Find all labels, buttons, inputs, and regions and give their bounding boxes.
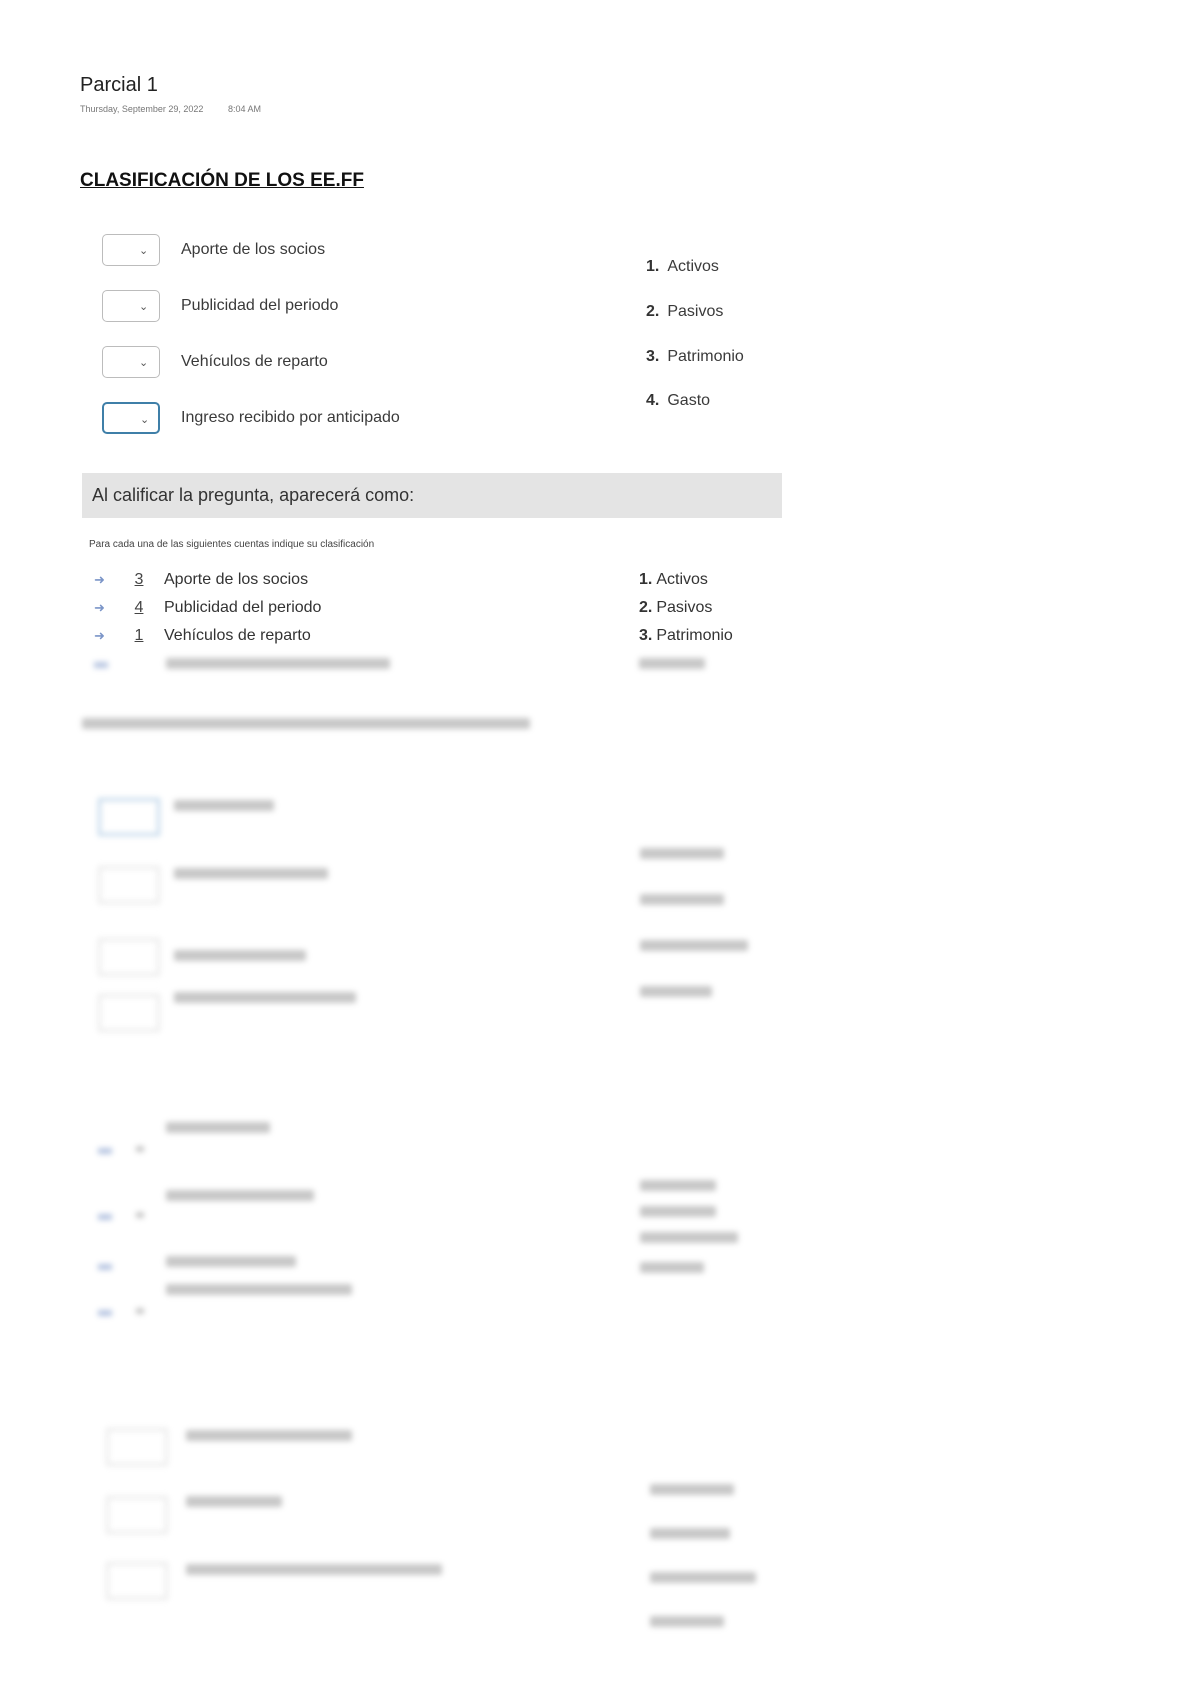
arrow-right-icon: ➜ — [94, 572, 105, 587]
option-label: Patrimonio — [667, 348, 744, 365]
option-3 — [646, 348, 744, 366]
answer-row-3 — [94, 627, 311, 645]
page-date: Thursday, September 29, 2022 — [80, 104, 204, 114]
graded-option-2 — [639, 599, 712, 617]
option-label: Activos — [656, 571, 708, 588]
answer-label: Aporte de los socios — [164, 571, 309, 588]
graded-instruction: Para cada una de las siguientes cuentas indique su clasificación — [89, 539, 375, 550]
option-label: Pasivos — [656, 599, 713, 616]
chevron-down-icon: ⌄ — [139, 357, 149, 369]
option-1 — [646, 258, 719, 276]
answer-label: Publicidad del periodo — [164, 599, 322, 616]
dropdown-2[interactable] — [102, 290, 160, 322]
answer-row-1 — [94, 571, 308, 589]
section-heading: CLASIFICACIÓN DE LOS EE.FF — [80, 170, 364, 191]
option-label: Pasivos — [667, 303, 724, 320]
option-number: 2. — [639, 599, 653, 616]
page-meta — [80, 104, 261, 114]
arrow-right-icon: ➜ — [94, 600, 105, 615]
item-label-1: Aporte de los socios — [181, 241, 326, 258]
item-label-2: Publicidad del periodo — [181, 297, 339, 314]
option-4 — [646, 392, 710, 410]
item-label-4: Ingreso recibido por anticipado — [181, 409, 400, 426]
dropdown-4[interactable] — [102, 402, 160, 434]
item-label-3: Vehículos de reparto — [181, 353, 328, 370]
grading-banner — [82, 473, 782, 518]
answer-number: 4 — [134, 599, 144, 616]
dropdown-1[interactable] — [102, 234, 160, 266]
graded-option-3 — [639, 627, 733, 645]
chevron-down-icon: ⌄ — [139, 245, 149, 257]
option-number: 3. — [639, 627, 653, 644]
answer-label: Vehículos de reparto — [164, 627, 311, 644]
answer-number: 3 — [134, 571, 144, 588]
page-time: 8:04 AM — [227, 104, 261, 114]
option-label: Patrimonio — [656, 627, 733, 644]
option-number: 3. — [646, 348, 660, 365]
page-title: Parcial 1 — [80, 74, 158, 96]
option-number: 4. — [646, 392, 660, 409]
chevron-down-icon: ⌄ — [140, 414, 150, 426]
option-2 — [646, 303, 723, 321]
option-number: 1. — [646, 258, 660, 275]
banner-text: Al calificar la pregunta, aparecerá como: — [92, 485, 415, 505]
answer-number: 1 — [134, 627, 144, 644]
chevron-down-icon: ⌄ — [139, 301, 149, 313]
option-label: Gasto — [667, 392, 711, 409]
dropdown-3[interactable] — [102, 346, 160, 378]
option-label: Activos — [667, 258, 719, 275]
answer-row-2 — [94, 599, 321, 617]
graded-option-1 — [639, 571, 708, 589]
option-number: 2. — [646, 303, 660, 320]
arrow-right-icon: ➜ — [94, 628, 105, 643]
option-number: 1. — [639, 571, 653, 588]
